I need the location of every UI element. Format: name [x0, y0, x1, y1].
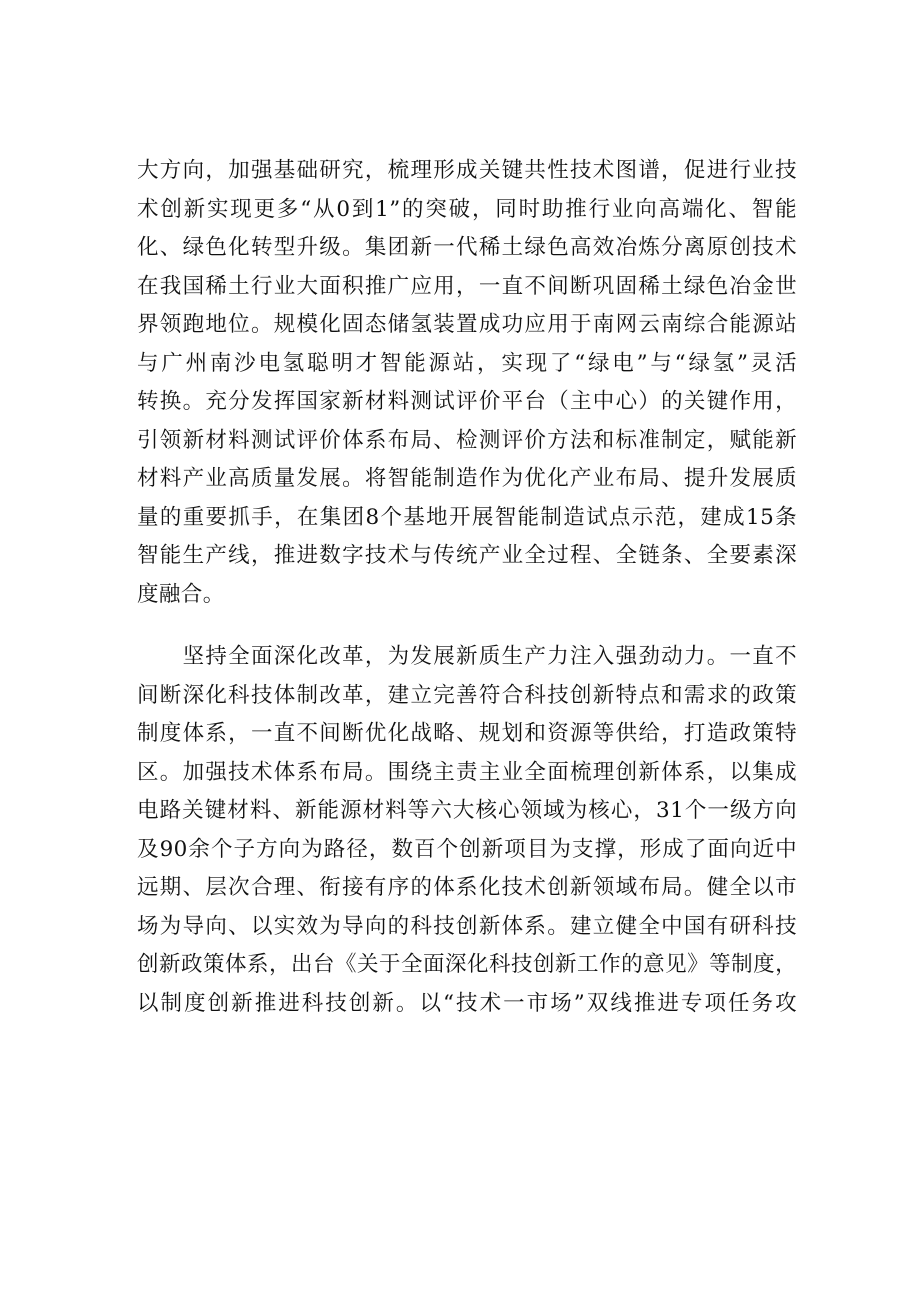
text-line: 场为导向、以实效为导向的科技创新体系。建立健全中国有研科技 — [137, 913, 797, 939]
document-body — [137, 152, 797, 1023]
text-line: 与广州南沙电氢聪明才智能源站，实现了“绿电”与“绿氢”灵活 — [137, 350, 797, 376]
text-line: 远期、层次合理、衔接有序的体系化技术创新领域布局。健全以市 — [137, 875, 797, 900]
text-line: 区。加强技术体系布局。围绕主责主业全面梳理创新体系，以集成 — [137, 759, 797, 785]
text-line: 及90余个子方向为路径，数百个创新项目为支撑，形成了面向近中 — [137, 836, 797, 862]
text-line: 坚持全面深化改革，为发展新质生产力注入强劲动力。一直不 — [137, 644, 797, 669]
text-line: 大方向，加强基础研究，梳理形成关键共性技术图谱，促进行业技 — [137, 158, 797, 183]
text-line: 材料产业高质量发展。将智能制造作为优化产业布局、提升发展质 — [137, 466, 797, 491]
paragraph-spacing — [137, 614, 797, 638]
text-line: 制度体系，一直不间断优化战略、规划和资源等供给，打造政策特 — [137, 721, 797, 746]
paragraph-1 — [137, 152, 797, 614]
text-line: 转换。充分发挥国家新材料测试评价平台（主中心）的关键作用， — [137, 389, 797, 414]
text-line: 界领跑地位。规模化固态储氢装置成功应用于南网云南综合能源站 — [137, 312, 797, 337]
text-line: 智能生产线，推进数字技术与传统产业全过程、全链条、全要素深 — [137, 543, 797, 568]
text-line: 间断深化科技体制改革，建立完善符合科技创新特点和需求的政策 — [137, 682, 797, 708]
text-line: 引领新材料测试评价体系布局、检测评价方法和标准制定，赋能新 — [137, 427, 797, 453]
text-line: 创新政策体系，出台《关于全面深化科技创新工作的意见》等制度， — [137, 952, 797, 977]
text-line: 以制度创新推进科技创新。以“技术一市场”双线推进专项任务攻 — [137, 990, 797, 1016]
text-line: 量的重要抓手，在集团8个基地开展智能制造试点示范，建成15条 — [137, 504, 797, 530]
text-line: 化、绿色化转型升级。集团新一代稀土绿色高效冶炼分离原创技术 — [137, 235, 797, 260]
paragraph-2 — [137, 638, 797, 1023]
text-line: 在我国稀土行业大面积推广应用，一直不间断巩固稀土绿色冶金世 — [137, 273, 797, 299]
text-line: 术创新实现更多“从0到1”的突破，同时助推行业向高端化、智能 — [137, 196, 797, 222]
text-line: 电路关键材料、新能源材料等六大核心领域为核心，31个一级方向 — [137, 798, 797, 823]
text-line: 度融合。 — [137, 581, 225, 607]
